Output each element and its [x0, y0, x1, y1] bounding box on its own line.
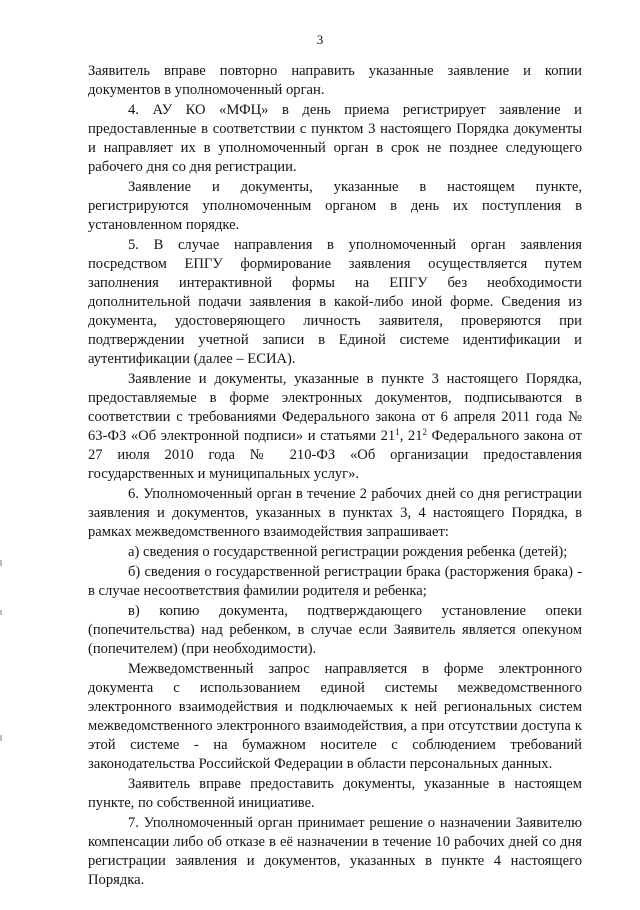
paragraph-text: , 21 [399, 428, 423, 444]
paragraph [88, 101, 582, 177]
scan-edge-mark [0, 610, 2, 615]
paragraph-text: Федерального закона от 27 июля 2010 года № 210-ФЗ «Об организации предоставления государственных и муниципальных услуг». [88, 428, 583, 482]
paragraph-text: 4. АУ КО «МФЦ» в день приема регистрирует заявление и предоставленные в соответствии с пунктом 3 настоящего Порядка документы и направляет их в уполномоченный орган в срок не позднее следующего рабочего дня со дня регистрации. [88, 102, 582, 175]
paragraph-text: 6. Уполномоченный орган в течение 2 рабочих дней со дня регистрации заявления и документов, указанных в пунктах 3, 4 настоящего Порядка, в рамках межведомственного взаимодействия запрашивает: [88, 486, 582, 540]
paragraph [88, 485, 582, 542]
paragraph [88, 660, 582, 774]
paragraph [88, 775, 582, 813]
paragraph [88, 563, 582, 601]
paragraph [88, 370, 582, 484]
paragraph [88, 814, 582, 890]
paragraph [88, 236, 582, 369]
paragraph [88, 62, 582, 100]
paragraph-text: а) сведения о государственной регистрации рождения ребенка (детей); [128, 544, 568, 560]
paragraph-text: б) сведения о государственной регистрации брака (расторжения брака) - в случае несоответствия фамилии родителя и ребенка; [88, 564, 582, 599]
paragraph [88, 602, 582, 659]
paragraph-text: Межведомственный запрос направляется в форме электронного документа с использованием единой системы межведомственного электронного взаимодействия и подключаемых к ней региональных систем межведомственного электронного взаимодействия, а при отсутствии доступа к этой системе - на бумажном носителе с соблюдением требований законодательства Российской Федерации в области персональных данных. [88, 661, 582, 772]
paragraph-text: 5. В случае направления в уполномоченный орган заявления посредством ЕПГУ формирование заявления осуществляется путем заполнения интерактивной формы на ЕПГУ без необходимости дополнительной подачи заявления в какой-либо иной форме. Сведения из документа, удостоверяющего личность заявителя, проверяются при подтверждении учетной записи в Единой системе идентификации и аутентификации (далее – ЕСИА). [88, 237, 582, 367]
page-number: 3 [316, 32, 324, 47]
paragraph-text: Заявление и документы, указанные в настоящем пункте, регистрируются уполномоченным органом в день их поступления в установленном порядке. [88, 179, 582, 233]
document-body [88, 62, 582, 891]
paragraph [88, 543, 582, 562]
scan-edge-mark [0, 560, 2, 566]
paragraph-text: 7. Уполномоченный орган принимает решение о назначении Заявителю компенсации либо об отказе в её назначении в течение 10 рабочих дней со дня регистрации заявления и документов, указанных в пункте 4 настоящего Порядка. [88, 815, 582, 888]
paragraph [88, 178, 582, 235]
scan-edge-mark [0, 735, 2, 741]
paragraph-text: Заявление и документы, указанные в пункте 3 настоящего Порядка, предоставляемые в форме электронных документов, подписываются в соответствии с требованиями Федерального закона от 6 апреля 2011 года № 63-ФЗ «Об электронной подписи» и статьями 21 [88, 371, 582, 444]
paragraph-text: Заявитель вправе повторно направить указанные заявление и копии документов в уполномоченный орган. [88, 63, 582, 98]
superscript-text: 1 [395, 427, 400, 437]
superscript-text: 2 [422, 427, 428, 437]
paragraph-text: Заявитель вправе предоставить документы, указанные в настоящем пункте, по собственной инициативе. [88, 776, 582, 811]
paragraph-text: в) копию документа, подтверждающего установление опеки (попечительства) над ребенком, в случае если Заявитель является опекуном (попечителем) (при необходимости). [88, 603, 582, 657]
